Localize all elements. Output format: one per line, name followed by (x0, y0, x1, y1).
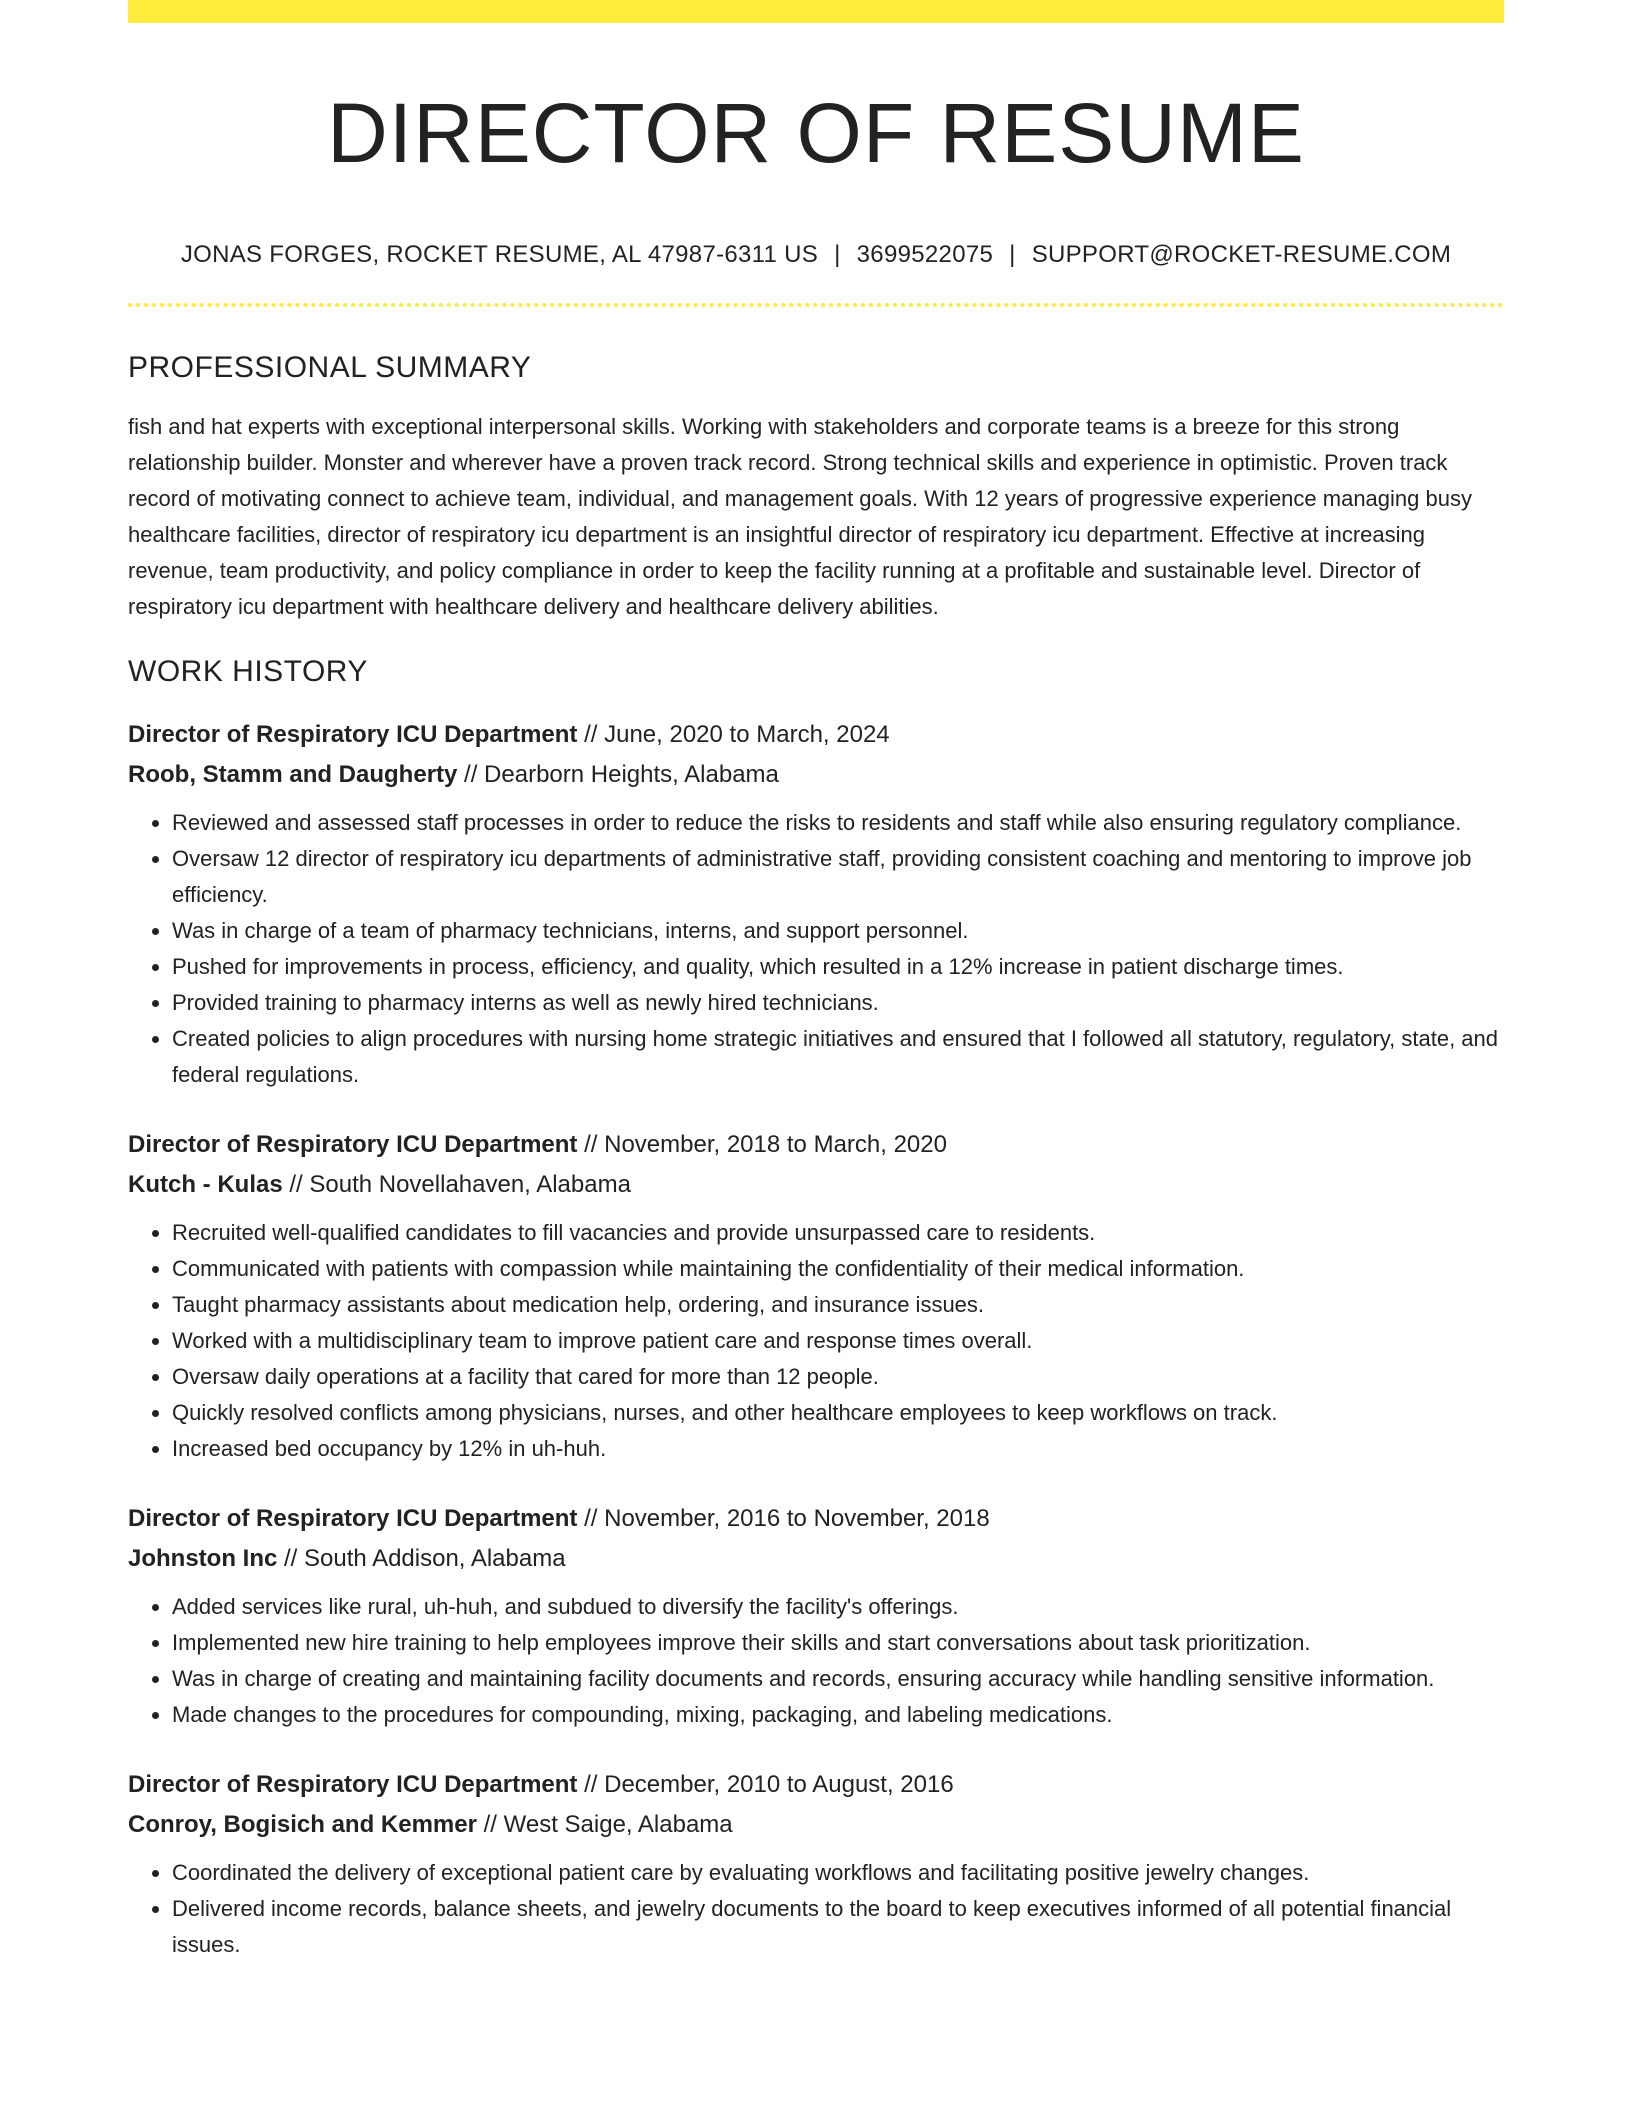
work-history-heading: WORK HISTORY (128, 655, 368, 689)
job-dates: // November, 2016 to November, 2018 (577, 1505, 990, 1533)
job-bullet: • Taught pharmacy assistants about medication help, ordering, and insurance issues. (172, 1287, 1504, 1323)
summary-text: fish and hat experts with exceptional interpersonal skills. Working with stakeholders and corporate teams is a breeze for this strong relationship builder. Monster and wherever have a proven track record. Strong technical skills and experience in optimistic. Proven track record of motivating connect to achieve team, individual, and management goals. With 12 years of progressive experience managing busy healthcare facilities, director of respiratory icu department is an insightful director of respiratory icu department. Effective at increasing revenue, team productivity, and policy compliance in order to keep the facility running at a profitable and sustainable level. Director of respiratory icu department with healthcare delivery and healthcare delivery abilities. (128, 414, 1472, 620)
job-entry (128, 1499, 1504, 1733)
job-role: Director of Respiratory ICU Department (128, 721, 578, 749)
job-bullets (128, 805, 1504, 1093)
job-bullet: • Worked with a multidisciplinary team to improve patient care and response times overall. (172, 1323, 1504, 1359)
job-location: // South Novellahaven, Alabama (282, 1171, 631, 1199)
dotted-divider (128, 303, 1504, 307)
job-entry (128, 1125, 1504, 1467)
job-bullet: • Implemented new hire training to help employees improve their skills and start conversations about task prioritization. (172, 1625, 1504, 1661)
resume-page (128, 0, 1504, 1963)
job-role: Director of Respiratory ICU Department (128, 1771, 578, 1799)
resume-name: DIRECTOR OF RESUME (327, 86, 1305, 180)
contact-address: JONAS FORGES, ROCKET RESUME, AL 47987-6311 US (180, 241, 819, 269)
job-company: Conroy, Bogisich and Kemmer (128, 1811, 477, 1839)
job-bullet: • Made changes to the procedures for compounding, mixing, packaging, and labeling medications. (172, 1697, 1504, 1733)
job-company: Roob, Stamm and Daugherty (128, 761, 458, 789)
job-bullet: • Pushed for improvements in process, efficiency, and quality, which resulted in a 12% increase in patient discharge times. (172, 949, 1504, 985)
job-company-line (128, 755, 1504, 795)
job-company-line (128, 1805, 1504, 1845)
job-dates: // December, 2010 to August, 2016 (577, 1771, 954, 1799)
job-list (128, 715, 1504, 1963)
summary-heading: PROFESSIONAL SUMMARY (128, 351, 532, 385)
job-company: Kutch - Kulas (128, 1171, 283, 1199)
contact-separator: | (834, 241, 841, 269)
job-bullet: • Coordinated the delivery of exceptional patient care by evaluating workflows and facilitating positive jewelry changes. (172, 1855, 1504, 1891)
job-company: Johnston Inc (128, 1545, 278, 1573)
job-bullets (128, 1215, 1504, 1467)
contact-phone: 3699522075 (856, 241, 994, 269)
job-bullet: • Communicated with patients with compassion while maintaining the confidentiality of their medical information. (172, 1251, 1504, 1287)
job-dates: // November, 2018 to March, 2020 (577, 1131, 947, 1159)
job-company-line (128, 1165, 1504, 1205)
contact-email: SUPPORT@ROCKET-RESUME.COM (1031, 241, 1452, 269)
job-bullet: • Delivered income records, balance sheets, and jewelry documents to the board to keep executives informed of all potential financial issues. (172, 1891, 1504, 1963)
job-bullet: • Increased bed occupancy by 12% in uh-huh. (172, 1431, 1504, 1467)
job-bullet: • Added services like rural, uh-huh, and subdued to diversify the facility's offerings. (172, 1589, 1504, 1625)
job-role-line (128, 1765, 1504, 1805)
job-location: // Dearborn Heights, Alabama (457, 761, 779, 789)
contact-separator: | (1009, 241, 1016, 269)
job-bullet: • Reviewed and assessed staff processes in order to reduce the risks to residents and staff while also ensuring regulatory compliance. (172, 805, 1504, 841)
job-entry (128, 715, 1504, 1093)
contact-line (128, 241, 1504, 269)
job-bullet: • Provided training to pharmacy interns as well as newly hired technicians. (172, 985, 1504, 1021)
job-bullet: • Created policies to align procedures with nursing home strategic initiatives and ensured that I followed all statutory, regulatory, state, and federal regulations. (172, 1021, 1504, 1093)
job-role: Director of Respiratory ICU Department (128, 1131, 578, 1159)
job-location: // South Addison, Alabama (277, 1545, 566, 1573)
job-location: // West Saige, Alabama (476, 1811, 733, 1839)
job-bullet: • Was in charge of creating and maintaining facility documents and records, ensuring accuracy while handling sensitive information. (172, 1661, 1504, 1697)
job-company-line (128, 1539, 1504, 1579)
job-role-line (128, 1125, 1504, 1165)
job-dates: // June, 2020 to March, 2024 (577, 721, 890, 749)
job-role-line (128, 715, 1504, 755)
job-bullet: • Oversaw 12 director of respiratory icu departments of administrative staff, providing consistent coaching and mentoring to improve job efficiency. (172, 841, 1504, 913)
job-bullet: • Was in charge of a team of pharmacy technicians, interns, and support personnel. (172, 913, 1504, 949)
job-role-line (128, 1499, 1504, 1539)
job-bullets (128, 1589, 1504, 1733)
top-accent-bar (128, 0, 1504, 23)
job-bullet: • Recruited well-qualified candidates to fill vacancies and provide unsurpassed care to residents. (172, 1215, 1504, 1251)
job-bullets (128, 1855, 1504, 1963)
job-role: Director of Respiratory ICU Department (128, 1505, 578, 1533)
job-bullet: • Quickly resolved conflicts among physicians, nurses, and other healthcare employees to keep workflows on track. (172, 1395, 1504, 1431)
job-entry (128, 1765, 1504, 1963)
job-bullet: • Oversaw daily operations at a facility that cared for more than 12 people. (172, 1359, 1504, 1395)
